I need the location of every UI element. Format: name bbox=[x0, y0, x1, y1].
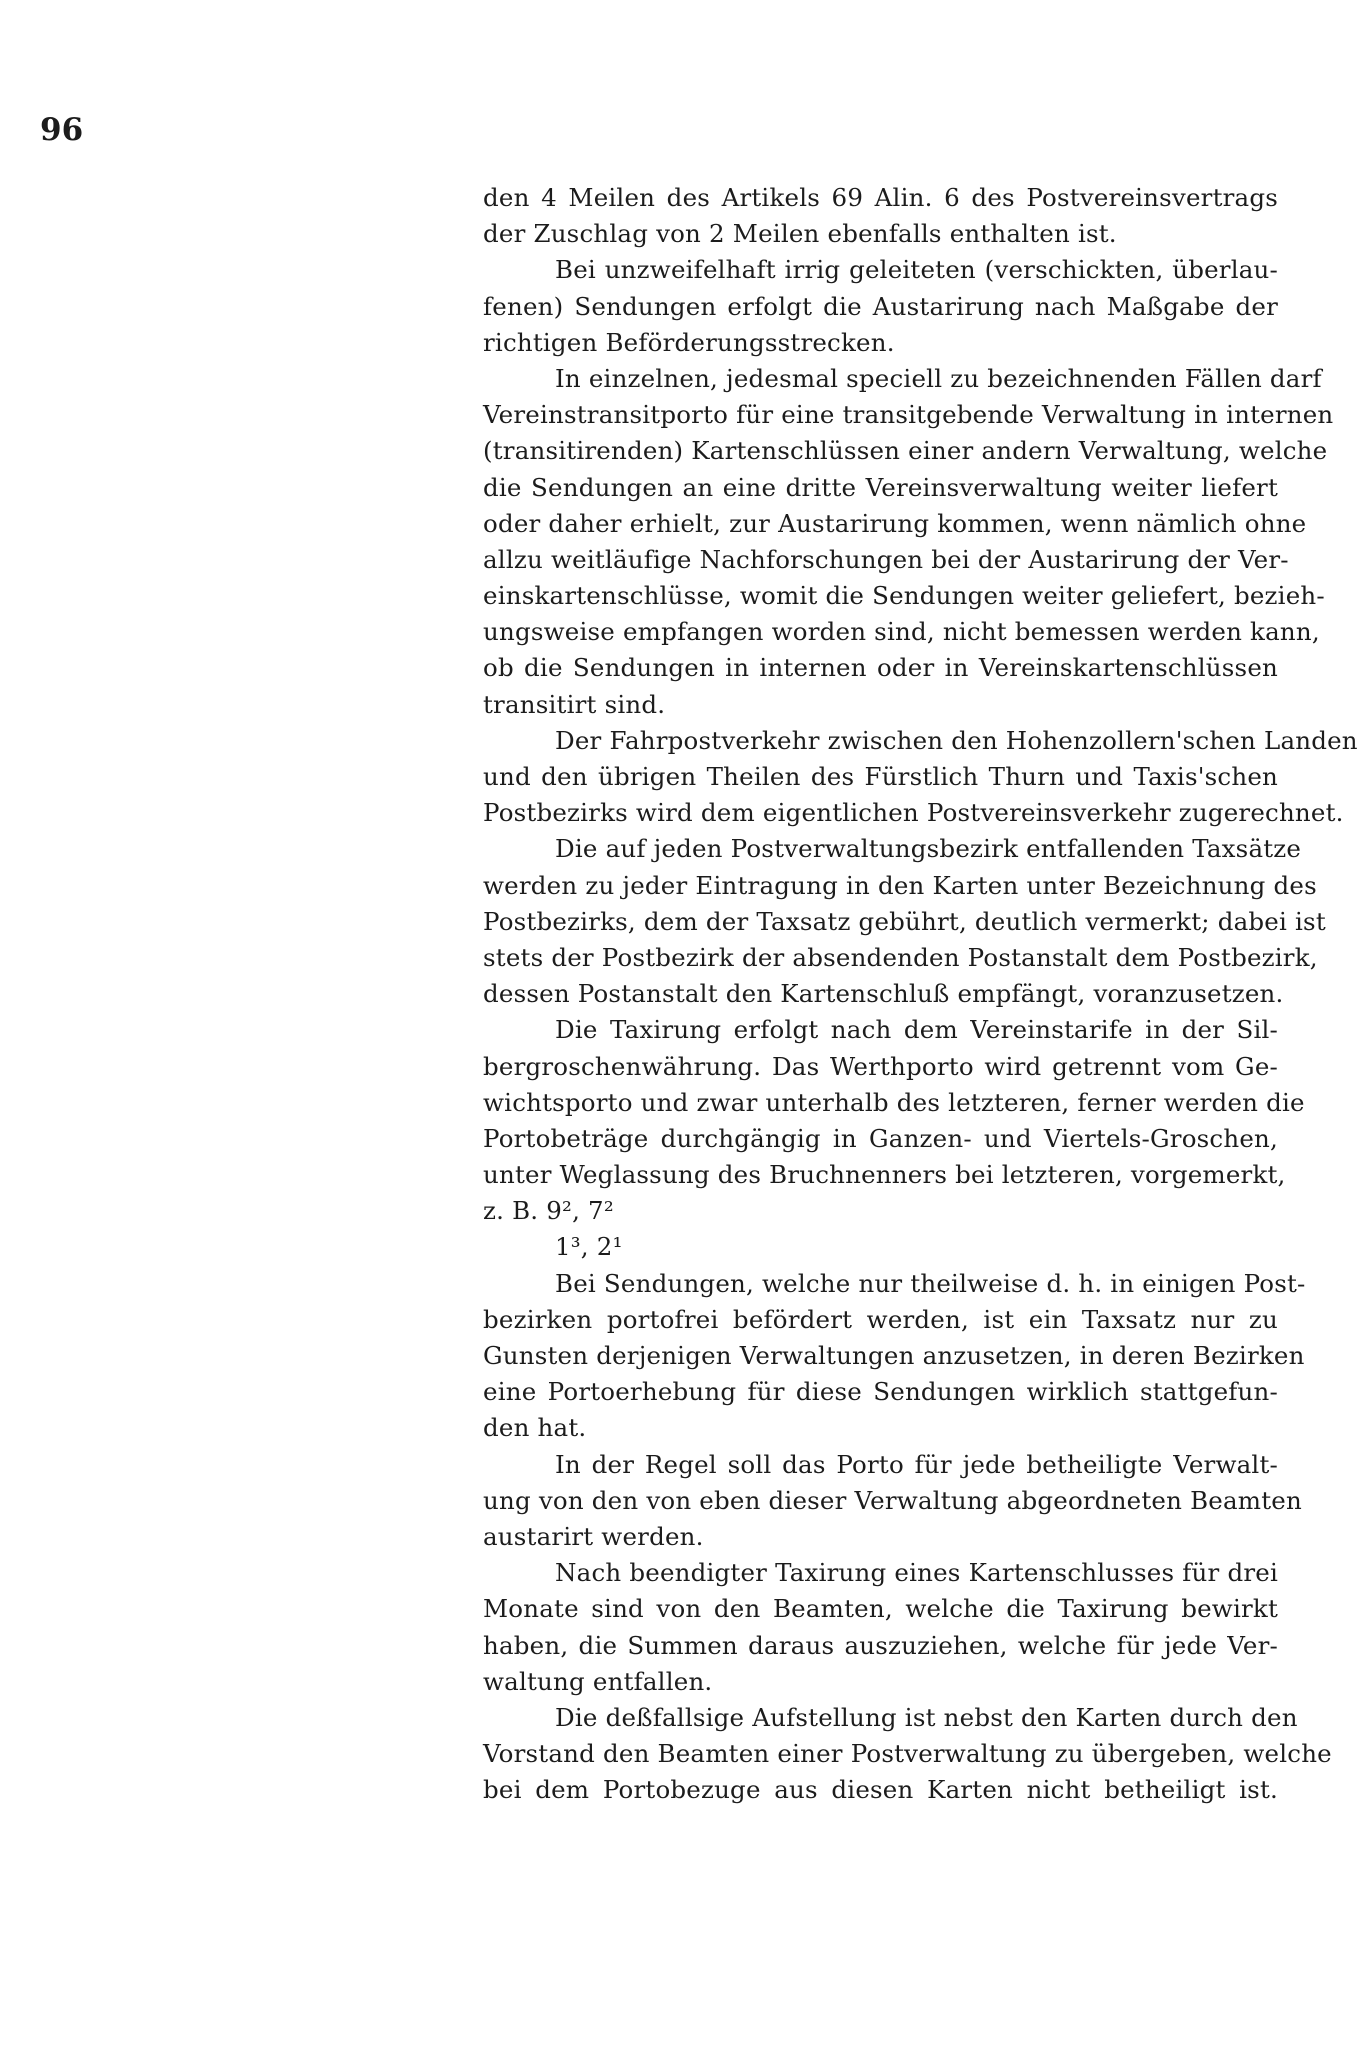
example-line: 1³, 2¹ bbox=[555, 1232, 623, 1262]
text-line: einskartenschlüsse, womit die Sendungen weiter geliefert, bezieh- bbox=[483, 581, 1325, 611]
paragraph-start-line: Der Fahrpostverkehr zwischen den Hohenzollern'schen Landen bbox=[555, 725, 1358, 755]
text-line: oder daher erhielt, zur Austarirung kommen, wenn nämlich ohne bbox=[483, 508, 1307, 538]
example-line: z. B. 9², 7² bbox=[483, 1196, 614, 1226]
text-line: ob die Sendungen in internen oder in Vereinskartenschlüssen bbox=[483, 653, 1278, 683]
text-line: fenen) Sendungen erfolgt die Austarirung nach Maßgabe der bbox=[483, 291, 1278, 321]
text-line: ungsweise empfangen worden sind, nicht bemessen werden kann, bbox=[483, 617, 1320, 647]
text-line: unter Weglassung des Bruchnenners bei letzteren, vorgemerkt, bbox=[483, 1160, 1286, 1190]
page-number: 96 bbox=[40, 112, 84, 148]
text-line: bergroschenwährung. Das Werthporto wird getrennt vom Ge- bbox=[483, 1051, 1278, 1081]
paragraph-start-line: Die Taxirung erfolgt nach dem Vereinstarife in der Sil- bbox=[555, 1015, 1278, 1045]
text-line: stets der Postbezirk der absendenden Postanstalt dem Postbezirk, bbox=[483, 942, 1318, 972]
text-line: Gunsten derjenigen Verwaltungen anzusetzen, in deren Bezirken bbox=[483, 1341, 1305, 1370]
paragraph-start-line: Die deßfallsige Aufstellung ist nebst den Karten durch den bbox=[555, 1702, 1298, 1732]
text-line: allzu weitläufige Nachforschungen bei der Austarirung der Ver- bbox=[483, 544, 1289, 574]
text-line: waltung entfallen. bbox=[483, 1666, 713, 1696]
text-line: wichtsporto und zwar unterhalb des letzteren, ferner werden die bbox=[483, 1087, 1305, 1117]
text-line: richtigen Beförderungsstrecken. bbox=[483, 327, 895, 357]
text-line: Postbezirks wird dem eigentlichen Postvereinsverkehr zugerechnet. bbox=[483, 798, 1344, 828]
text-line: den hat. bbox=[483, 1413, 587, 1443]
text-line: den 4 Meilen des Artikels 69 Alin. 6 des Postvereinsvertrags bbox=[483, 183, 1278, 212]
text-line: haben, die Summen daraus auszuziehen, welche für jede Ver- bbox=[483, 1630, 1278, 1660]
text-line: und den übrigen Theilen des Fürstlich Thurn und Taxis'schen bbox=[483, 762, 1278, 791]
text-line: eine Portoerhebung für diese Sendungen wirklich stattgefun- bbox=[483, 1377, 1278, 1407]
paragraph-start-line: In einzelnen, jedesmal speciell zu bezeichnenden Fällen darf bbox=[555, 363, 1322, 393]
text-line: bezirken portofrei befördert werden, ist ein Taxsatz nur zu bbox=[483, 1304, 1278, 1334]
paragraph-start-line: Nach beendigter Taxirung eines Kartenschlusses für drei bbox=[555, 1558, 1278, 1588]
text-line: transitirt sind. bbox=[483, 689, 666, 719]
paragraph-start-line: Die auf jeden Postverwaltungsbezirk entfallenden Taxsätze bbox=[555, 834, 1302, 864]
text-line: dessen Postanstalt den Kartenschluß empfängt, voranzusetzen. bbox=[483, 979, 1284, 1009]
text-line: die Sendungen an eine dritte Vereinsverwaltung weiter liefert bbox=[483, 472, 1278, 502]
text-line: der Zuschlag von 2 Meilen ebenfalls enthalten ist. bbox=[483, 219, 1117, 249]
text-line: werden zu jeder Eintragung in den Karten unter Bezeichnung des bbox=[483, 870, 1317, 900]
text-line: Vorstand den Beamten einer Postverwaltung zu übergeben, welche bbox=[483, 1739, 1332, 1769]
text-line: (transitirenden) Kartenschlüssen einer andern Verwaltung, welche bbox=[483, 436, 1328, 466]
text-line: Vereinstransitporto für eine transitgebende Verwaltung in internen bbox=[483, 400, 1334, 430]
text-line: ung von den von eben dieser Verwaltung abgeordneten Beamten bbox=[483, 1485, 1302, 1515]
text-line: Monate sind von den Beamten, welche die Taxirung bewirkt bbox=[483, 1594, 1278, 1624]
text-line: bei dem Portobezuge aus diesen Karten nicht betheiligt ist. bbox=[483, 1775, 1278, 1805]
paragraph-start-line: In der Regel soll das Porto für jede betheiligte Verwalt- bbox=[555, 1449, 1278, 1479]
text-line: Postbezirks, dem der Taxsatz gebührt, deutlich vermerkt; dabei ist bbox=[483, 906, 1326, 936]
paragraph-start-line: Bei Sendungen, welche nur theilweise d. h. in einigen Post- bbox=[555, 1268, 1306, 1298]
text-line: Portobeträge durchgängig in Ganzen- und Viertels-Groschen, bbox=[483, 1123, 1278, 1153]
body-text bbox=[483, 180, 1358, 1808]
paragraph-start-line: Bei unzweifelhaft irrig geleiteten (verschickten, überlau- bbox=[555, 255, 1278, 285]
text-line: austarirt werden. bbox=[483, 1521, 704, 1551]
